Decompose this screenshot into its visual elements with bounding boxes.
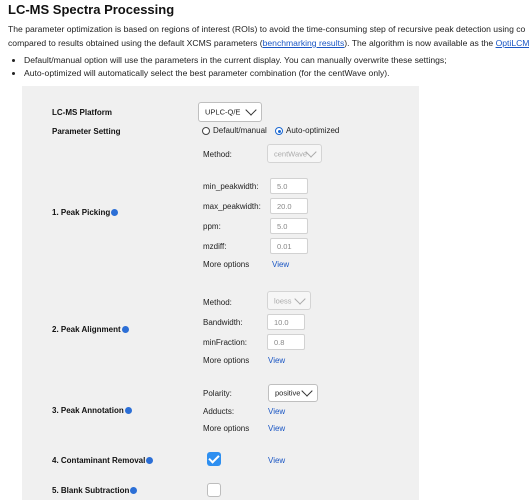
radio-default-manual-label[interactable]: Default/manual <box>213 126 267 135</box>
list-item: • Auto-optimized will automatically select the best parameter combination (for the centWave only). <box>24 67 447 80</box>
annotation-more-options: More options <box>203 424 250 433</box>
peak-picking-field-label: ppm: <box>203 222 221 231</box>
intro-line-2-prefix: compared to results obtained using the default XCMS parameters ( <box>8 38 263 48</box>
peak-picking-field-label: min_peakwidth: <box>203 182 259 191</box>
platform-select[interactable] <box>198 102 262 122</box>
help-icon[interactable] <box>130 487 137 494</box>
adducts-label: Adducts: <box>203 407 235 416</box>
adducts-view-link[interactable]: View <box>268 407 286 416</box>
method-select-value: centWave <box>274 149 308 158</box>
bandwidth-input[interactable]: 10.0 <box>267 314 305 330</box>
blank-subtraction-title: 5. Blank Subtraction <box>52 486 130 495</box>
bandwidth-label: Bandwidth: <box>203 318 243 327</box>
annotation-view-link[interactable]: View <box>268 424 286 433</box>
platform-select-value: UPLC-Q/E <box>205 107 241 117</box>
peak-alignment-title: 2. Peak Alignment <box>52 325 121 334</box>
platform-label: LC-MS Platform <box>52 108 112 117</box>
max-peakwidth-input[interactable]: 20.0 <box>270 198 308 214</box>
parameter-setting-label: Parameter Setting <box>52 127 121 136</box>
page-title: LC-MS Spectra Processing <box>8 2 175 17</box>
alignment-method-select[interactable] <box>267 291 311 310</box>
radio-auto-optimized-label[interactable]: Auto-optimized <box>286 126 340 135</box>
contaminant-view-link[interactable]: View <box>268 456 286 465</box>
radio-auto-optimized[interactable] <box>275 127 283 135</box>
polarity-label: Polarity: <box>203 389 232 398</box>
help-icon[interactable] <box>122 326 129 333</box>
intro-text <box>8 22 529 50</box>
minfraction-input[interactable]: 0.8 <box>267 334 305 350</box>
alignment-method-label: Method: <box>203 298 232 307</box>
chevron-down-icon <box>294 293 305 304</box>
method-select[interactable] <box>267 144 322 163</box>
minfraction-label: minFraction: <box>203 338 248 347</box>
mzdiff-input[interactable]: 0.01 <box>270 238 308 254</box>
intro-line-2 <box>8 36 529 50</box>
help-icon[interactable] <box>146 457 153 464</box>
alignment-more-options: More options <box>203 356 250 365</box>
peak-annotation-title: 3. Peak Annotation <box>52 406 124 415</box>
polarity-select-value: positive <box>275 388 301 398</box>
peak-picking-field-label: mzdiff: <box>203 242 227 251</box>
peak-picking-title: 1. Peak Picking <box>52 208 111 217</box>
peak-picking-view-link[interactable]: View <box>272 260 290 269</box>
benchmarking-results-link[interactable]: benchmarking results <box>262 38 345 48</box>
peak-picking-field-label: max_peakwidth: <box>203 202 261 211</box>
alignment-method-value: loess <box>274 296 292 305</box>
list-item: • Default/manual option will use the parameters in the current display. You can manually overwrite these settings; <box>24 54 447 67</box>
option-notes-list <box>8 54 447 80</box>
peak-picking-more-options: More options <box>203 260 250 269</box>
min-peakwidth-input[interactable]: 5.0 <box>270 178 308 194</box>
chevron-down-icon <box>245 104 256 115</box>
alignment-view-link[interactable]: View <box>268 356 286 365</box>
radio-default-manual[interactable] <box>202 127 210 135</box>
intro-line-2-middle: ). The algorithm is now available as the <box>344 38 496 48</box>
contaminant-removal-title: 4. Contaminant Removal <box>52 456 146 465</box>
contaminant-removal-checkbox[interactable] <box>207 452 221 466</box>
chevron-down-icon <box>301 385 312 396</box>
intro-line-1: The parameter optimization is based on regions of interest (ROIs) to avoid the time-consuming step of recursive peak detection using co <box>8 24 526 34</box>
peak-picking-label <box>52 208 118 217</box>
polarity-select[interactable] <box>268 384 318 402</box>
peak-annotation-label <box>52 406 132 415</box>
method-label: Method: <box>203 150 232 159</box>
peak-alignment-label <box>52 325 129 334</box>
help-icon[interactable] <box>111 209 118 216</box>
ppm-input[interactable]: 5.0 <box>270 218 308 234</box>
optilcms-link[interactable]: OptiLCM <box>495 38 529 48</box>
contaminant-removal-label <box>52 456 153 465</box>
blank-subtraction-label <box>52 486 137 495</box>
parameter-panel <box>22 86 419 500</box>
help-icon[interactable] <box>125 407 132 414</box>
blank-subtraction-checkbox[interactable] <box>207 483 221 497</box>
